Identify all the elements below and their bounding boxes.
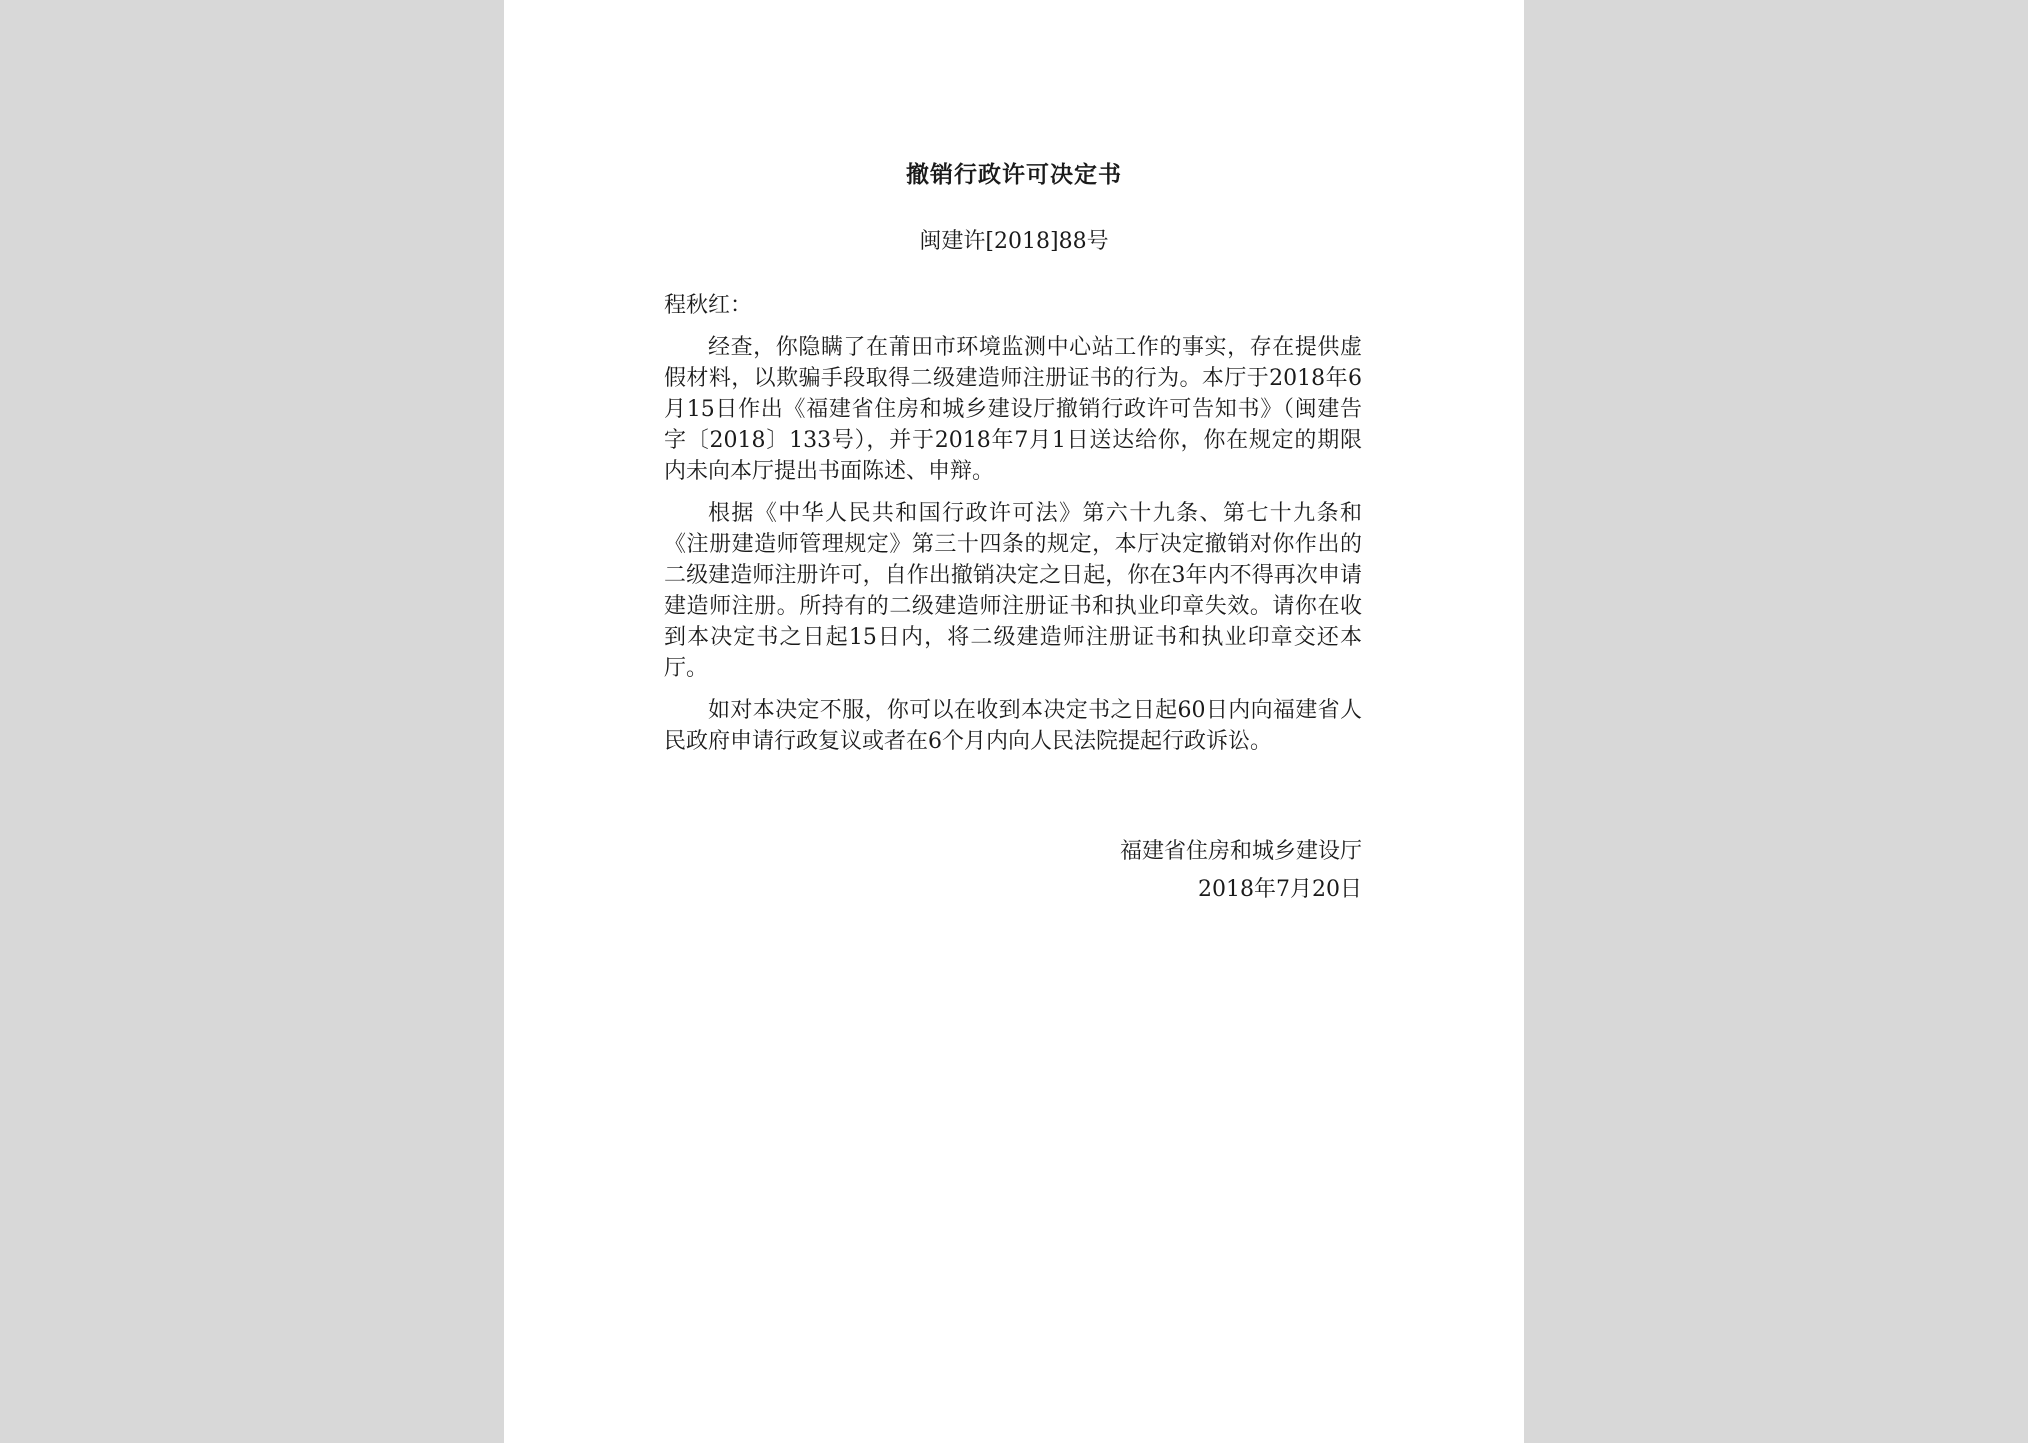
document-body: [664, 290, 1362, 768]
paragraph-findings: 经查，你隐瞒了在莆田市环境监测中心站工作的事实，存在提供虚假材料，以欺骗手段取得二级建造师注册证书的行为。本厅于2018年6月15日作出《福建省住房和城乡建设厅撤销行政许可告知书》（闽建告字〔2018〕133号），并于2018年7月1日送达给你，你在规定的期限内未向本厅提出书面陈述、申辩。: [664, 335, 1362, 484]
paragraph-decision: 根据《中华人民共和国行政许可法》第六十九条、第七十九条和《注册建造师管理规定》第三十四条的规定，本厅决定撤销对你作出的二级建造师注册许可，自作出撤销决定之日起，你在3年内不得再次申请建造师注册。所持有的二级建造师注册证书和执业印章失效。请你在收到本决定书之日起15日内，将二级建造师注册证书和执业印章交还本厅。: [664, 501, 1362, 681]
document-title: 撤销行政许可决定书: [906, 161, 1122, 188]
issuer-name: 福建省住房和城乡建设厅: [1119, 839, 1362, 864]
signature-block: [664, 833, 1362, 909]
document-number: 闽建许[2018]88号: [919, 229, 1109, 254]
document-page: [504, 0, 1524, 1443]
paragraph-appeal: 如对本决定不服，你可以在收到本决定书之日起60日内向福建省人民政府申请行政复议或者在6个月内向人民法院提起行政诉讼。: [664, 698, 1362, 754]
issue-date: 2018年7月20日: [1198, 877, 1362, 902]
salutation: 程秋红：: [664, 293, 753, 318]
